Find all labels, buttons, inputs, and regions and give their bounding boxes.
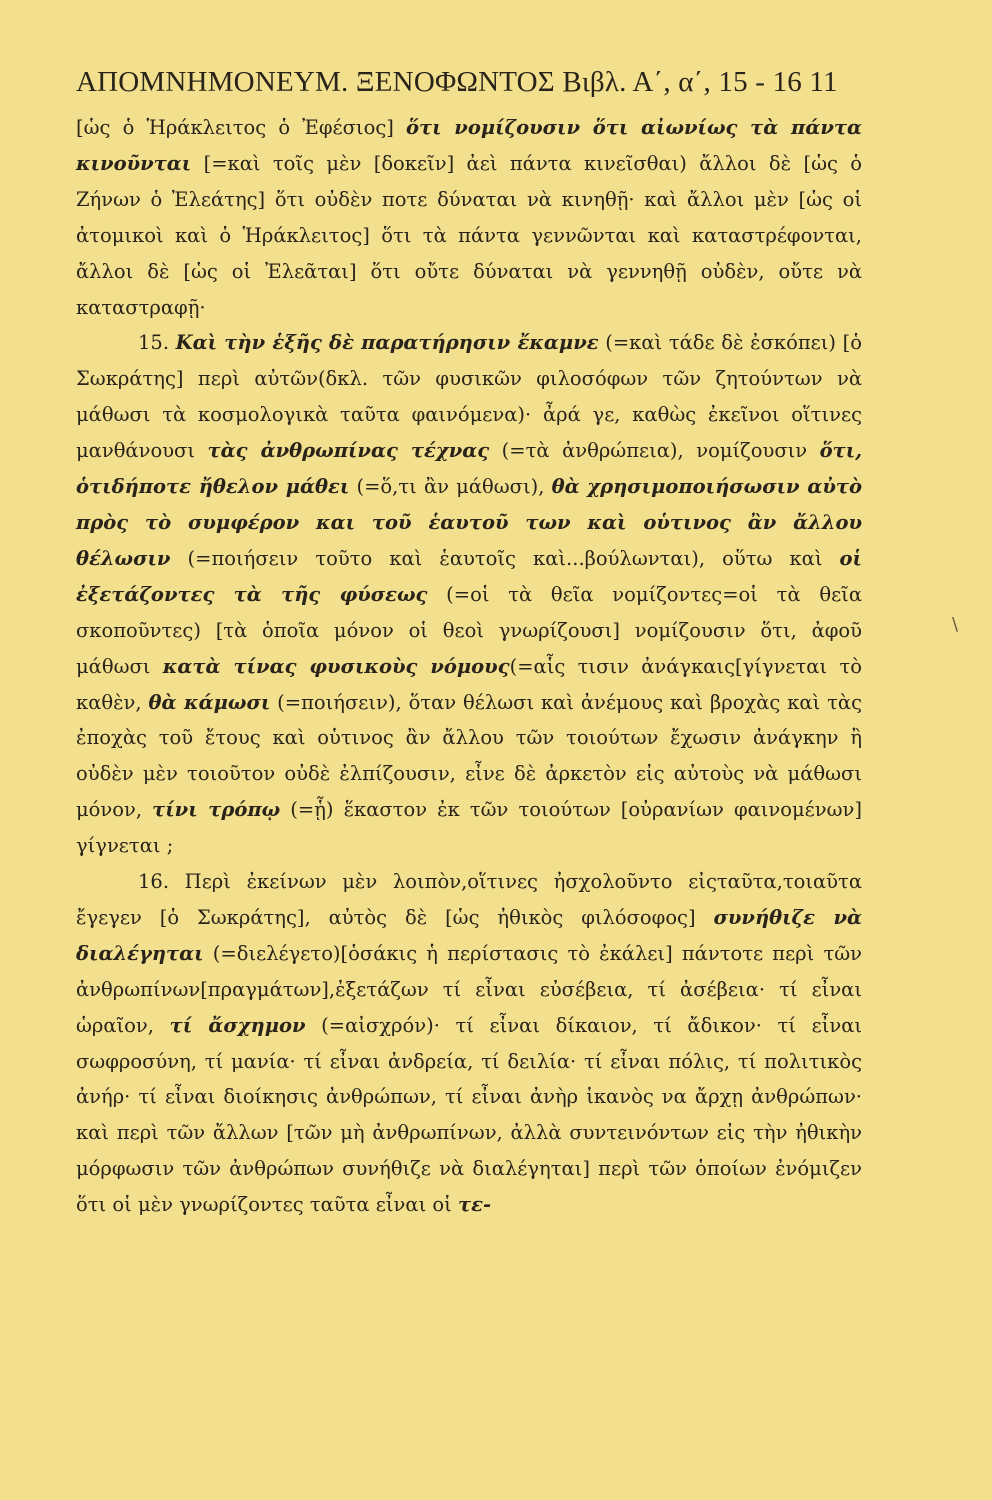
paragraph bbox=[76, 325, 862, 864]
text-run: (=διελέγετο)[ὁσάκις ἡ περίστασις τὸ ἐκάλει] πάντοτε περὶ τῶν ἀνθρωπίνων[πραγμάτων],ἐξετάζων τί εἶναι εὐσέβεια, τί ἀσέβεια· τί εἶναι ὡραῖον, bbox=[76, 941, 862, 1037]
margin-mark: \ bbox=[952, 614, 959, 635]
text-run: (=ποιήσειν), ὅταν θέλωσι καὶ ἀνέμους καὶ βροχὰς καὶ τὰς ἐποχὰς τοῦ ἔτους καὶ οὑτινος ἂν ἄλλου τῶν τοιούτων ἔχωσιν ἀνάγκην ἢ οὐδὲν μὲν τοιοῦτον οὐδὲ ἐλπίζουσιν, εἶνε δὲ ἀρκετὸν εἰς αὐτοὺς νὰ μάθωσι μόνον, bbox=[76, 690, 862, 822]
text-run: 15. bbox=[138, 331, 176, 355]
text-run: [=καὶ τοῖς μὲν [δοκεῖν] ἀεὶ πάντα κινεῖσθαι) ἄλλοι δὲ [ὡς ὁ Ζήνων ὁ Ἐλεάτης] ὅτι οὐδὲν ποτε δύναται νὰ κινηθῇ· καὶ ἄλλοι μὲν [ὡς οἱ ἀτομικοὶ καὶ ὁ Ἡράκλειτος] ὅτι τὰ πάντα γεννῶνται καὶ καταστρέφονται, ἄλλοι δὲ [ὡς οἱ Ἐλεᾶται] ὅτι οὔτε δύναται νὰ γεννηθῇ οὐδὲν, οὔτε νὰ καταστραφῇ· bbox=[76, 151, 862, 319]
emphasized-phrase: ὅτι, ὁτιδήποτε ἤθελον μάθει bbox=[76, 439, 862, 499]
emphasized-phrase: θὰ κάμωσι bbox=[148, 690, 271, 714]
paragraph bbox=[76, 110, 862, 325]
text-run: (=αἷς τισιν ἀνάγκαις[γίγνεται τὸ καθὲν, bbox=[76, 654, 863, 714]
text-run: (=αἰσχρόν)· τί εἶναι δίκαιον, τί ἄδικον· τί εἶναι σωφροσύνη, τί μανία· τί εἶναι ἀνδρεία, τί δειλία· τί εἶναι πόλις, τί πολιτικὸς ἀνήρ· τί εἶναι διοίκησις ἀνθρώπων, τί εἶναι ἀνὴρ ἱκανὸς να ἄρχῃ ἀνθρώπων· καὶ περὶ τῶν ἄλλων [τῶν μὴ ἀνθρωπίνων, ἀλλὰ συντεινόντων εἰς τὴν ἠθικὴν μόρφωσιν τῶν ἀνθρώπων συνήθιζε νὰ διαλέγηται] περὶ τῶν ὁποίων ἐνόμιζεν ὅτι οἱ μὲν γνωρίζοντες ταῦτα εἶναι οἱ bbox=[76, 1013, 863, 1217]
emphasized-phrase: τὰς ἀνθρωπίνας τέχνας bbox=[207, 439, 490, 463]
paragraph bbox=[76, 864, 862, 1223]
body-text bbox=[76, 110, 862, 1223]
text-run: (=ὅ,τι ἂν μάθωσι), bbox=[349, 475, 552, 499]
emphasized-phrase: τίνι τρόπῳ bbox=[152, 798, 281, 822]
text-run: (=ᾗ) ἕκαστον ἐκ τῶν τοιούτων [οὐρανίων φαινομένων] γίγνεται ; bbox=[76, 798, 863, 858]
running-head: ΑΠΟΜΝΗΜΟΝΕΥΜ. ΞΕΝΟΦΩΝΤΟΣ Βιβλ. Α΄, α΄, 15 - 16 11 bbox=[76, 66, 838, 98]
text-run: (=καὶ τάδε δὲ ἐσκόπει) [ὁ Σωκράτης] περὶ αὐτῶν(δκλ. τῶν φυσικῶν φιλοσόφων τῶν ζητούντων νὰ μάθωσι τὰ κοσμολογικὰ ταῦτα φαινόμενα)· ἆρά γε, καθὼς ἐκεῖνοι οἵτινες μανθάνουσι bbox=[76, 331, 862, 463]
text-run: (=ποιήσειν τοῦτο καὶ ἑαυτοῖς καὶ...βούλωνται), οὕτω καὶ bbox=[170, 546, 840, 570]
emphasized-phrase: τί ἄσχημον bbox=[169, 1013, 306, 1037]
emphasized-phrase: κατὰ τίνας φυσικοὺς νόμους bbox=[162, 654, 510, 678]
emphasized-phrase: θὰ χρησιμοποιήσωσιν αὐτὸ πρὸς τὸ συμφέρον και τοῦ ἑαυτοῦ των καὶ οὑτινος ἂν ἄλλου θέλωσιν bbox=[76, 475, 862, 570]
emphasized-phrase: τε- bbox=[458, 1193, 492, 1217]
emphasized-phrase: ὅτι νομίζουσιν ὅτι αἰωνίως τὰ πάντα κινοῦνται bbox=[76, 116, 862, 175]
text-run: 16. Περὶ ἐκείνων μὲν λοιπὸν,οἵτινες ἠσχολοῦντο εἰςταῦτα,τοιαῦτα ἔγεγεν [ὁ Σωκράτης], αὐτὸς δὲ [ὡς ἠθικὸς φιλόσοφος] bbox=[76, 870, 862, 929]
emphasized-phrase: οἱ ἐξετάζοντες τὰ τῆς φύσεως bbox=[76, 546, 862, 606]
emphasized-phrase: Καὶ τὴν ἑξῆς δὲ παρατήρησιν ἔκαμνε bbox=[175, 331, 599, 355]
text-run: (=τὰ ἀνθρώπεια), νομίζουσιν bbox=[489, 439, 820, 463]
emphasized-phrase: συνήθιζε νὰ διαλέγηται bbox=[76, 905, 862, 965]
text-run: [ὡς ὁ Ἡράκλειτος ὁ Ἐφέσιος] bbox=[76, 116, 406, 139]
text-run: (=οἱ τὰ θεῖα νομίζοντες=οἱ τὰ θεῖα σκοποῦντες) [τὰ ὁποῖα μόνον οἱ θεοὶ γνωρίζουσι] νομίζουσιν ὅτι, ἀφοῦ μάθωσι bbox=[76, 582, 862, 678]
